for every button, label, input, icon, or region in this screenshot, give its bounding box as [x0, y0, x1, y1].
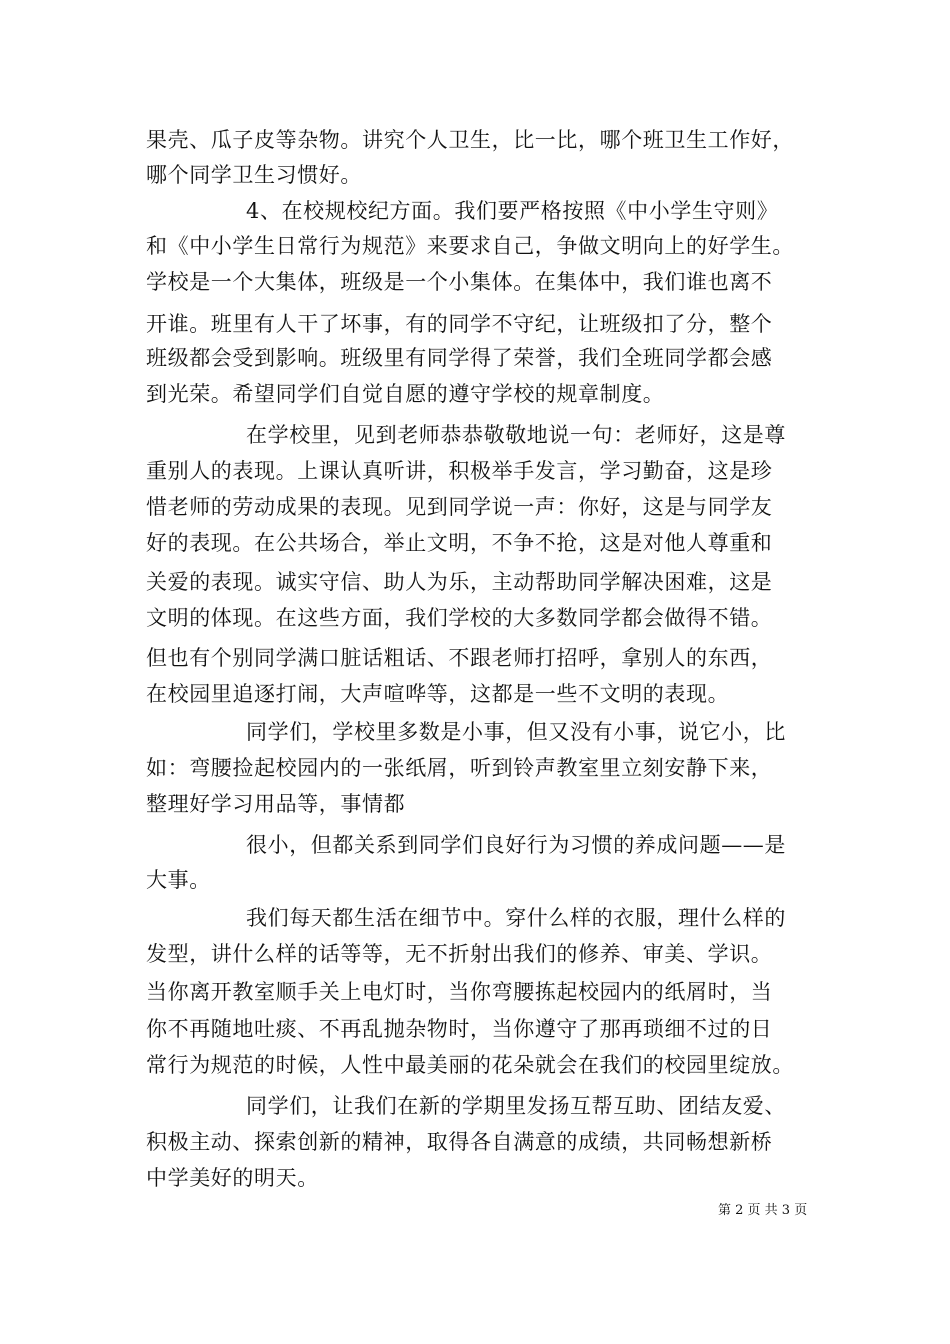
- text-line: 惜老师的劳动成果的表现。见到同学说一声：你好，这是与同学友: [146, 495, 773, 519]
- text-line: 哪个同学卫生习惯好。: [146, 163, 362, 187]
- text-line: 和《中小学生日常行为规范》来要求自己，争做文明向上的好学生。: [146, 234, 794, 258]
- text-line: 同学们，学校里多数是小事，但又没有小事，说它小，比: [246, 720, 786, 744]
- text-line: 到光荣。希望同学们自觉自愿的遵守学校的规章制度。: [146, 382, 665, 406]
- text-line: 同学们，让我们在新的学期里发扬互帮互助、团结友爱、: [246, 1094, 786, 1118]
- text-line: 很小，但都关系到同学们良好行为习惯的养成问题——是: [246, 833, 786, 857]
- text-line: 大事。: [146, 868, 211, 892]
- text-line: 在学校里，见到老师恭恭敬敬地说一句：老师好，这是尊: [246, 423, 786, 447]
- text-line: 好的表现。在公共场合，举止文明，不争不抢，这是对他人尊重和: [146, 531, 773, 555]
- text-line: 发型，讲什么样的话等等，无不折射出我们的修养、审美、学识。: [146, 942, 773, 966]
- text-line: 你不再随地吐痰、不再乱抛杂物时，当你遵守了那再琐细不过的日: [146, 1017, 773, 1041]
- text-line: 但也有个别同学满口脏话粗话、不跟老师打招呼，拿别人的东西，: [146, 646, 773, 670]
- text-line: 常行为规范的时候，人性中最美丽的花朵就会在我们的校园里绽放。: [146, 1053, 794, 1077]
- text-line: 整理好学习用品等，事情都: [146, 792, 406, 816]
- text-line: 当你离开教室顺手关上电灯时，当你弯腰拣起校园内的纸屑时，当: [146, 980, 773, 1004]
- text-line: 积极主动、探索创新的精神，取得各自满意的成绩，共同畅想新桥: [146, 1130, 773, 1154]
- text-line: 中学美好的明天。: [146, 1166, 319, 1190]
- text-line: 在校园里追逐打闹，大声喧哗等，这都是一些不文明的表现。: [146, 682, 730, 706]
- text-line: 重别人的表现。上课认真听讲，积极举手发言，学习勤奋，这是珍: [146, 459, 773, 483]
- text-line: 果壳、瓜子皮等杂物。讲究个人卫生，比一比，哪个班卫生工作好，: [146, 128, 794, 152]
- text-line: 关爱的表现。诚实守信、助人为乐，主动帮助同学解决困难，这是: [146, 570, 773, 594]
- page-number: 第 2 页 共 3 页: [718, 1203, 808, 1218]
- text-line: 学校是一个大集体，班级是一个小集体。在集体中，我们谁也离不: [146, 270, 773, 294]
- text-line: 班级都会受到影响。班级里有同学得了荣誉，我们全班同学都会感: [146, 346, 773, 370]
- text-line: 4、在校规校纪方面。我们要严格按照《中小学生守则》: [246, 199, 779, 223]
- text-line: 如：弯腰捡起校园内的一张纸屑，听到铃声教室里立刻安静下来，: [146, 756, 773, 780]
- text-line: 我们每天都生活在细节中。穿什么样的衣服，理什么样的: [246, 906, 786, 930]
- text-line: 开谁。班里有人干了坏事，有的同学不守纪，让班级扣了分，整个: [146, 312, 773, 336]
- text-line: 文明的体现。在这些方面，我们学校的大多数同学都会做得不错。: [146, 606, 773, 630]
